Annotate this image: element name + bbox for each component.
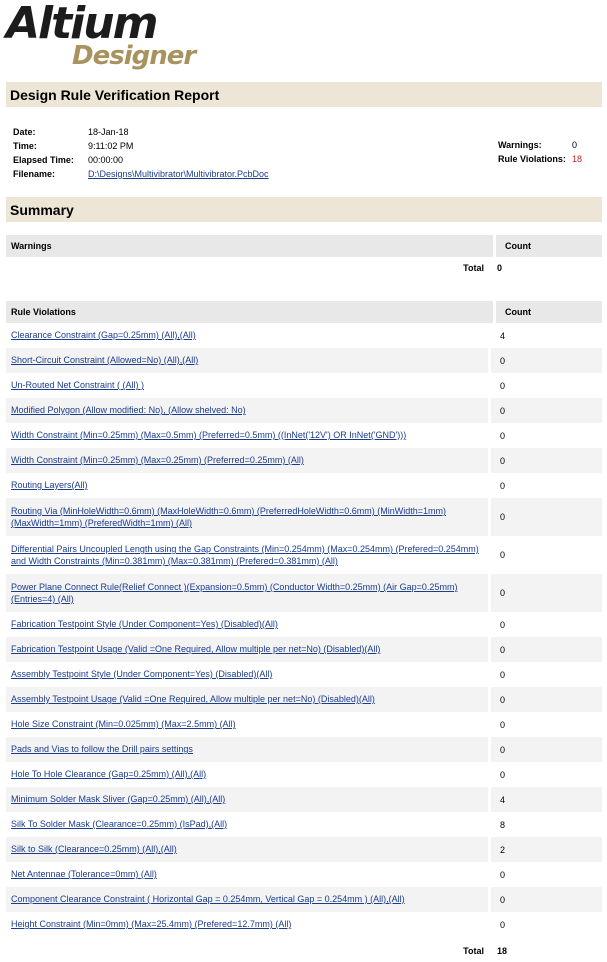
date-value: 18-Jan-18 xyxy=(88,127,129,137)
table-row xyxy=(6,762,602,787)
rule-cell xyxy=(6,887,488,912)
table-row xyxy=(6,473,602,498)
rule-link[interactable]: Fabrication Testpoint Style (Under Component=Yes) (Disabled)(All) xyxy=(11,619,278,629)
rule-link[interactable]: Width Constraint (Min=0.25mm) (Max=0.25mm) (Preferred=0.25mm) (All) xyxy=(11,455,304,465)
table-row xyxy=(6,887,602,912)
rule-link[interactable]: Differential Pairs Uncoupled Length using the Gap Constraints (Min=0.254mm) (Max=0.254mm) (Prefered=0.254mm) and Width Constraints (Min=0.381mm) (Max=0.381mm) (Prefered=0.381mm) (All) xyxy=(11,544,479,566)
table-row xyxy=(6,862,602,887)
report-meta xyxy=(13,125,269,181)
table-row xyxy=(6,498,602,536)
rule-cell xyxy=(6,762,488,787)
rule-link[interactable]: Clearance Constraint (Gap=0.25mm) (All),(All) xyxy=(11,330,196,340)
total-label: Total xyxy=(463,263,484,273)
table-row xyxy=(6,373,602,398)
date-label: Date: xyxy=(13,127,36,137)
logo-altium-text: Altium xyxy=(6,0,157,49)
rule-link[interactable]: Short-Circuit Constraint (Allowed=No) (All),(All) xyxy=(11,355,199,365)
count-cell: 2 xyxy=(488,837,505,862)
rule-cell xyxy=(6,837,488,862)
violations-table xyxy=(6,301,602,962)
elapsed-label: Elapsed Time: xyxy=(13,155,74,165)
violations-value: 18 xyxy=(572,154,583,164)
rule-link[interactable]: Un-Routed Net Constraint ( (All) ) xyxy=(11,380,145,390)
warnings-value: 0 xyxy=(572,140,578,150)
summary-heading: Summary xyxy=(6,197,602,222)
rule-cell xyxy=(6,862,488,887)
rule-link[interactable]: Hole To Hole Clearance (Gap=0.25mm) (All),(All) xyxy=(11,769,207,779)
report-counts xyxy=(498,138,582,166)
count-col-header: Count xyxy=(493,235,531,257)
count-cell: 0 xyxy=(488,612,505,637)
rule-link[interactable]: Silk to Silk (Clearance=0.25mm) (All),(All) xyxy=(11,844,177,854)
rule-link[interactable]: Hole Size Constraint (Min=0.025mm) (Max=2.5mm) (All) xyxy=(11,719,236,729)
count-cell: 0 xyxy=(488,737,505,762)
count-cell: 0 xyxy=(488,687,505,712)
table-row xyxy=(6,398,602,423)
total-value: 18 xyxy=(497,946,508,956)
time-label: Time: xyxy=(13,141,37,151)
rule-link[interactable]: Component Clearance Constraint ( Horizontal Gap = 0.254mm, Vertical Gap = 0.254mm ) (All),(All) xyxy=(11,894,405,904)
rule-cell xyxy=(6,373,488,398)
rule-cell xyxy=(6,536,488,574)
report-title: Design Rule Verification Report xyxy=(6,82,602,107)
count-col-header: Count xyxy=(493,301,531,323)
table-row xyxy=(6,448,602,473)
rule-link[interactable]: Assembly Testpoint Usage (Valid =One Required, Allow multiple per net=No) (Disabled)(All) xyxy=(11,694,375,704)
rule-link[interactable]: Net Antennae (Tolerance=0mm) (All) xyxy=(11,869,157,879)
count-cell: 4 xyxy=(488,323,505,348)
warnings-total-row xyxy=(6,257,602,279)
time-value: 9:11:02 PM xyxy=(88,141,134,151)
count-cell: 0 xyxy=(488,637,505,662)
altium-designer-logo xyxy=(6,2,206,74)
count-cell: 0 xyxy=(488,712,505,737)
rule-link[interactable]: Modified Polygon (Allow modified: No), (Allow shelved: No) xyxy=(11,405,246,415)
rule-cell xyxy=(6,448,488,473)
table-row xyxy=(6,574,602,612)
table-row xyxy=(6,837,602,862)
warnings-table xyxy=(6,235,602,279)
rule-link[interactable]: Minimum Solder Mask Sliver (Gap=0.25mm) (All),(All) xyxy=(11,794,226,804)
rule-cell xyxy=(6,687,488,712)
count-cell: 0 xyxy=(488,473,505,498)
count-cell: 8 xyxy=(488,812,505,837)
count-cell: 0 xyxy=(488,887,505,912)
rule-link[interactable]: Routing Via (MinHoleWidth=0.6mm) (MaxHoleWidth=0.6mm) (PreferredHoleWidth=0.6mm) (MinWidth=1mm) (MaxWidth=1mm) (PreferedWidth=1mm) (All) xyxy=(11,506,446,528)
total-label: Total xyxy=(463,946,484,956)
count-cell: 0 xyxy=(488,498,505,536)
rule-link[interactable]: Height Constraint (Min=0mm) (Max=25.4mm) (Prefered=12.7mm) (All) xyxy=(11,919,292,929)
count-cell: 0 xyxy=(488,862,505,887)
count-cell: 0 xyxy=(488,762,505,787)
rule-cell xyxy=(6,423,488,448)
rule-link[interactable]: Routing Layers(All) xyxy=(11,480,88,490)
rule-link[interactable]: Fabrication Testpoint Usage (Valid =One Required, Allow multiple per net=No) (Disabled)(All) xyxy=(11,644,381,654)
count-cell: 0 xyxy=(488,536,505,574)
rule-cell xyxy=(6,812,488,837)
count-cell: 0 xyxy=(488,348,505,373)
logo-designer-text: Designer xyxy=(72,41,196,71)
rule-cell xyxy=(6,473,488,498)
table-row xyxy=(6,812,602,837)
count-cell: 0 xyxy=(488,662,505,687)
rule-link[interactable]: Power Plane Connect Rule(Relief Connect )(Expansion=0.5mm) (Conductor Width=0.25mm) (Air Gap=0.25mm) (Entries=4) (All) xyxy=(11,582,458,604)
rule-cell xyxy=(6,574,488,612)
count-cell: 0 xyxy=(488,448,505,473)
rule-cell xyxy=(6,323,488,348)
rule-cell xyxy=(6,348,488,373)
count-cell: 0 xyxy=(488,373,505,398)
rule-cell xyxy=(6,498,488,536)
table-row xyxy=(6,662,602,687)
table-row xyxy=(6,612,602,637)
table-row xyxy=(6,912,602,937)
count-cell: 0 xyxy=(488,574,505,612)
rule-cell xyxy=(6,398,488,423)
table-row xyxy=(6,536,602,574)
table-row xyxy=(6,423,602,448)
rule-cell xyxy=(6,662,488,687)
rule-cell xyxy=(6,912,488,937)
violations-table-header xyxy=(6,301,602,323)
warnings-table-header xyxy=(6,235,602,257)
table-row xyxy=(6,348,602,373)
rule-cell xyxy=(6,787,488,812)
table-row xyxy=(6,712,602,737)
rule-cell xyxy=(6,712,488,737)
warnings-label: Warnings: xyxy=(498,140,542,150)
rule-link[interactable]: Pads and Vias to follow the Drill pairs settings xyxy=(11,744,193,754)
rule-cell xyxy=(6,637,488,662)
count-cell: 0 xyxy=(488,423,505,448)
filename-label: Filename: xyxy=(13,169,56,179)
count-cell: 0 xyxy=(488,398,505,423)
warnings-col-header: Warnings xyxy=(11,241,52,251)
rule-cell xyxy=(6,612,488,637)
table-row xyxy=(6,787,602,812)
rule-link[interactable]: Silk To Solder Mask (Clearance=0.25mm) (IsPad),(All) xyxy=(11,819,228,829)
total-value: 0 xyxy=(497,263,503,273)
count-cell: 4 xyxy=(488,787,505,812)
elapsed-value: 00:00:00 xyxy=(88,155,124,165)
rule-cell xyxy=(6,737,488,762)
table-row xyxy=(6,737,602,762)
count-cell: 0 xyxy=(488,912,505,937)
filename-link[interactable]: D:\Designs\Multivibrator\Multivibrator.PcbDoc xyxy=(88,169,269,179)
table-row xyxy=(6,637,602,662)
violations-label: Rule Violations: xyxy=(498,154,566,164)
rule-link[interactable]: Assembly Testpoint Style (Under Component=Yes) (Disabled)(All) xyxy=(11,669,273,679)
violations-rows xyxy=(6,323,602,937)
violations-total-row xyxy=(6,940,602,962)
violations-col-header: Rule Violations xyxy=(11,307,76,317)
table-row xyxy=(6,323,602,348)
table-row xyxy=(6,687,602,712)
rule-link[interactable]: Width Constraint (Min=0.25mm) (Max=0.5mm) (Preferred=0.5mm) ((InNet('12V') OR InNet('GND'))) xyxy=(11,430,407,440)
